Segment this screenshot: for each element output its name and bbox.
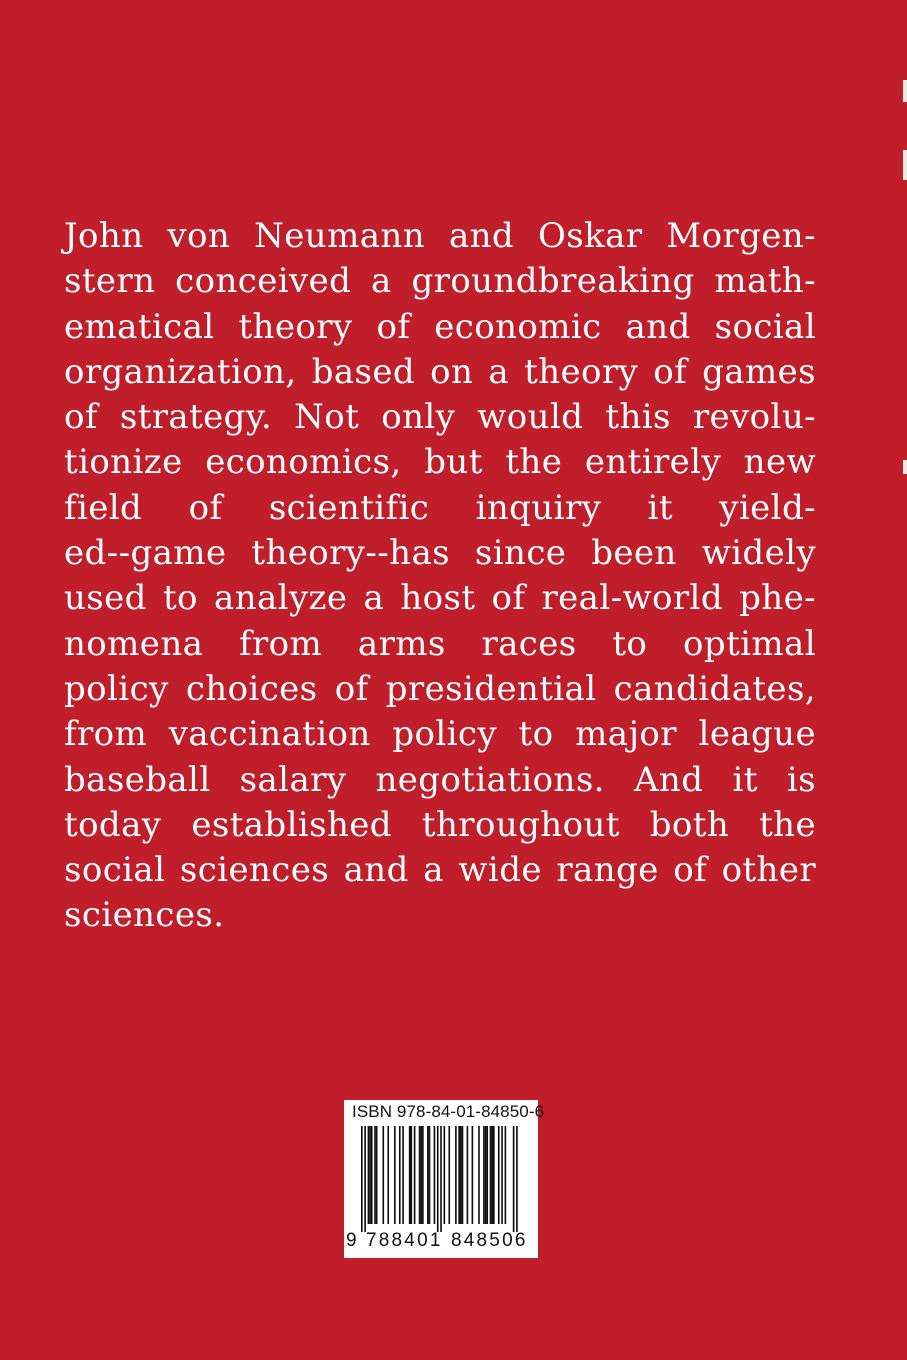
description-line: sciences. (64, 895, 225, 936)
barcode-bar (458, 1126, 460, 1224)
description-line: John von Neumann and Oskar Morgen- (64, 216, 816, 256)
description-line: social sciences and a wide range of other (64, 850, 816, 891)
description-line: ematical theory of economic and social (64, 306, 816, 347)
barcode-bar (374, 1126, 376, 1224)
ean-first-digit: 9 (346, 1230, 357, 1251)
barcode-bar (486, 1126, 488, 1224)
barcode-bar (419, 1126, 421, 1224)
description-line: from vaccination policy to major league (64, 714, 816, 755)
barcode-bar (402, 1126, 404, 1224)
barcode-bar (376, 1126, 378, 1224)
barcode-bar (444, 1126, 446, 1224)
barcode-bar (368, 1126, 370, 1224)
description-line: nomena from arms races to optimal (64, 623, 816, 664)
barcode-bar (462, 1126, 464, 1224)
barcode-bar (399, 1126, 401, 1224)
barcode-bar (448, 1126, 450, 1224)
barcode-guard-bar (437, 1126, 439, 1232)
barcode-guard-bar (361, 1126, 363, 1232)
ean-digits (344, 1230, 538, 1256)
barcode-bar (420, 1126, 422, 1224)
description-line: today established throughout both the (64, 804, 816, 845)
barcode-bar (501, 1126, 503, 1224)
description-line: baseball salary negotiations. And it is (64, 759, 816, 800)
isbn-label: ISBN 978-84-01-84850-6 (352, 1102, 545, 1121)
barcode-bar (485, 1126, 487, 1224)
description-line: used to analyze a host of real-world phe- (64, 578, 816, 619)
edge-mark (903, 150, 907, 180)
book-description (64, 214, 816, 939)
description-line: organization, based on a theory of games (64, 351, 816, 392)
barcode-bar (409, 1126, 411, 1224)
barcode-guard-bar (513, 1126, 515, 1232)
ean-left-group: 788401 (366, 1230, 443, 1251)
description-line: field of scientific inquiry it yield- (64, 487, 816, 528)
description-line: stern conceived a groundbreaking math- (64, 261, 816, 302)
barcode-guard-bar (516, 1126, 518, 1232)
ean-right-group: 848506 (451, 1230, 528, 1251)
barcode-bar (427, 1126, 429, 1224)
description-line: of strategy. Not only would this revolu- (64, 397, 816, 438)
barcode-bar (498, 1126, 500, 1224)
barcode-bar (429, 1126, 431, 1224)
barcode-guard-bar (440, 1126, 442, 1232)
barcode-bar (411, 1126, 413, 1224)
barcode-bar (472, 1126, 474, 1224)
isbn-barcode (344, 1100, 545, 1258)
barcode-bars (349, 1126, 533, 1232)
description-line: ed--game theory--has since been widely (64, 533, 816, 574)
barcode-bar (422, 1126, 424, 1224)
description-line: policy choices of presidential candidates, (64, 668, 816, 709)
edge-mark (903, 80, 907, 102)
barcode-bar (382, 1126, 384, 1224)
barcode-bar (369, 1126, 371, 1224)
barcode-bar (414, 1126, 416, 1224)
barcode-bar (491, 1126, 493, 1224)
barcode-bar (387, 1126, 389, 1224)
barcode-bar (493, 1126, 495, 1224)
barcode-bar (490, 1126, 492, 1224)
barcode-bar (455, 1126, 457, 1224)
barcode-bar (505, 1126, 507, 1224)
barcode-bar (467, 1126, 469, 1224)
barcode-bar (483, 1126, 485, 1224)
barcode-bar (371, 1126, 373, 1224)
edge-mark (903, 460, 907, 474)
barcode-bar (434, 1126, 436, 1224)
barcode-guard-bar (364, 1126, 366, 1232)
barcode-bar (394, 1126, 396, 1224)
barcode-bar (478, 1126, 480, 1224)
barcode-bar (460, 1126, 462, 1224)
description-line: tionize economics, but the entirely new (64, 442, 816, 483)
